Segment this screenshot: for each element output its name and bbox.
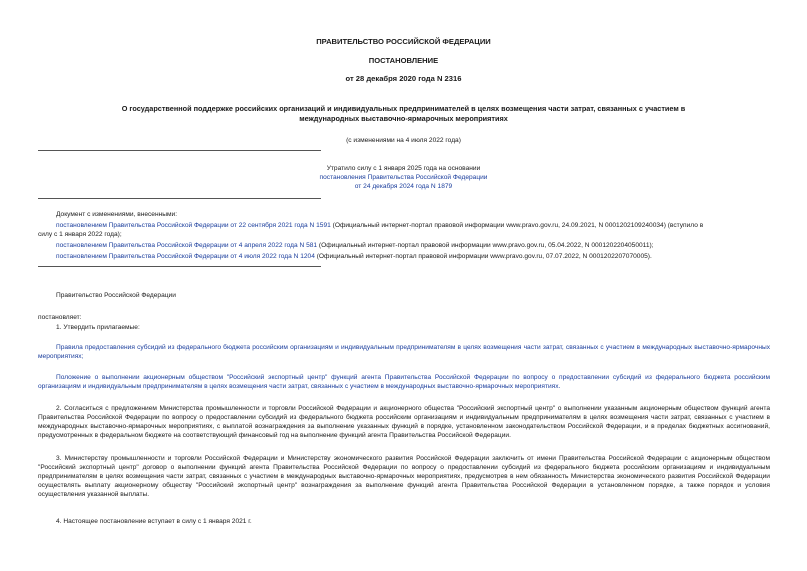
document-type-heading: ПОСТАНОВЛЕНИЕ — [368, 56, 439, 65]
amendment-continuation: силу с 1 января 2022 года); — [38, 231, 122, 238]
item-1-text: 1. Утвердить прилагаемые: — [56, 324, 140, 331]
approved-regulation-link[interactable]: Положение о выполнении акционерным обществом "Российский экспортный центр" функций агента Правительства Российской Федерации по вопросу о предоставлении субсидий из федерального бюджета российским организациям и индивидуальным предпринимателям в целях возмещения части затрат, связанных с участием в международных выставочно-ярмарочных мероприятиях. — [38, 374, 770, 390]
status-link-line2[interactable]: от 24 декабря 2024 года N 1879 — [354, 183, 453, 190]
document-title-line1: О государственной поддержке российских организаций и индивидуальных предпринимателей в целях возмещения части затрат, связанных с участием в — [121, 104, 686, 113]
amendment-note: (с изменениями на 4 июля 2022 года) — [346, 137, 461, 144]
amendment-link[interactable]: постановлением Правительства Российской Федерации от 4 апреля 2022 года N 581 — [56, 242, 318, 249]
amendment-details: (Официальный интернет-портал правовой информации www.pravo.gov.ru, 24.09.2021, N 0001202109240034) (вступило в — [330, 222, 704, 229]
amendment-details: (Официальный интернет-портал правовой информации www.pravo.gov.ru, 07.07.2022, N 0001202207070005). — [314, 253, 652, 260]
status-link-line1[interactable]: постановления Правительства Российской Федерации — [319, 174, 488, 181]
document-title-line2: международных выставочно-ярмарочных мероприятиях — [299, 114, 508, 123]
amendments-heading: Документ с изменениями, внесенными: — [56, 211, 178, 218]
amendment-item — [56, 221, 770, 230]
amendment-link[interactable]: постановлением Правительства Российской Федерации от 22 сентября 2021 года N 1591 — [56, 222, 331, 229]
amendment-item — [56, 252, 652, 261]
resolves-text: постановляет: — [38, 314, 82, 321]
divider-amendments-bottom — [38, 266, 321, 267]
issuer-text: Правительство Российской Федерации — [56, 292, 176, 299]
amendment-item — [56, 241, 654, 250]
status-text: Утратило силу с 1 января 2025 года на основании — [326, 165, 481, 172]
item-4-text: 4. Настоящее постановление вступает в силу с 1 января 2021 г. — [56, 518, 252, 525]
approved-rules-link[interactable]: Правила предоставления субсидий из федерального бюджета российским организациям и индивидуальным предпринимателям в целях возмещения части затрат, связанных с участием в международных выставочно-ярмарочных мероприятиях; — [38, 344, 770, 360]
government-heading: ПРАВИТЕЛЬСТВО РОССИЙСКОЙ ФЕДЕРАЦИИ — [316, 37, 491, 46]
item-2-paragraph: 2. Согласиться с предложением Министерства промышленности и торговли Российской Федерации и акционерного общества "Российский экспортный центр" о выполнении указанным акционерным обществом функций агента Правительства Российской Федерации по вопросу о предоставлении субсидий из федерального бюджета российским организациям и индивидуальным предпринимателям в целях возмещения части затрат, связанных с участием в международных выставочно-ярмарочных мероприятиях, с выплатой вознаграждения за выполнение указанных функций в порядке, установленном законодательством Российской Федерации, и в пределах бюджетных ассигнований, предусмотренных в федеральном бюджете на соответствующий финансовый год на выполнение функций агента Правительства Российской Федерации. — [38, 405, 770, 439]
divider-amendments-top — [38, 198, 321, 199]
divider-top — [38, 150, 321, 151]
amendment-link[interactable]: постановлением Правительства Российской Федерации от 4 июля 2022 года N 1204 — [56, 253, 315, 260]
amendment-details: (Официальный интернет-портал правовой информации www.pravo.gov.ru, 05.04.2022, N 0001202204050011); — [317, 242, 654, 249]
item-3-paragraph: 3. Министерству промышленности и торговли Российской Федерации и Министерству экономического развития Российской Федерации заключить от имени Правительства Российской Федерации с акционерным обществом "Российский экспортный центр" договор о выполнении функций агента Правительства Российской Федерации по вопросу о предоставлении субсидий из федерального бюджета российским организациям и индивидуальным предпринимателям в целях возмещения части затрат, связанных с участием в международных выставочно-ярмарочных мероприятиях, предусмотрев в нем обязанность Министерства экономического развития Российской Федерации осуществлять выплату акционерному обществу "Российский экспортный центр" вознаграждения за выполнение функций агента Правительства Российской Федерации в установленном порядке, а также порядок и условия осуществления указанной выплаты. — [38, 455, 770, 498]
date-number-heading: от 28 декабря 2020 года N 2316 — [345, 74, 462, 83]
